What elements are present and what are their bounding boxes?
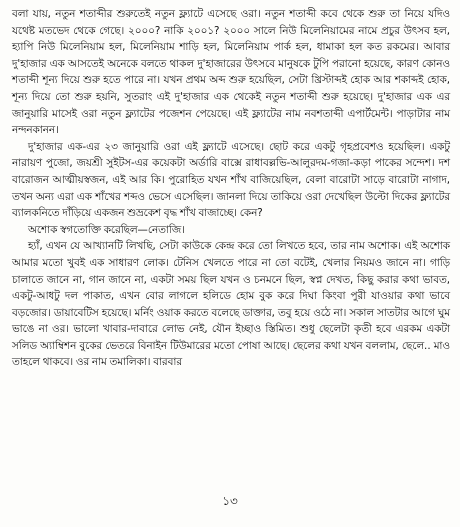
paragraph-new-century: বলা যায়, নতুন শতাব্দীর শুরুতেই নতুন ফ্ল্যাটে এসেছে ওরা। নতুন শতাব্দী কবে থেকে শুরু তা নিয়ে যদিও যথেষ্ট মতভেদ থেকে গেছে। ২০০০? নাকি ২০০১? ২০০০ সালে নিউ মিলেনিয়ামের নামে প্রচুর উৎসব হল, হ্যাপি নিউ মিলেনিয়াম হল, মিলেনিয়াম শাড়ি হল, মিলেনিয়াম পার্ক হল, ধামাকা হল কত রকমের। আবার দু'হাজার এক আসতেই অনেকে বলতে থাকল দু'হাজারের উৎসবে মানুষকে টুপি পরানো হয়েছে, কারণ কোনও শতাব্দী শূন্য দিয়ে শুরু হতে পারে না। যখন প্রথম অব্দ শুরু হয়েছিল, সেটা খ্রিস্টাব্দই হোক আর শকাব্দই হোক, শূন্য দিয়ে তো শুরু হয়নি, সুতরাং এই দু'হাজার এক থেকেই নতুন শতাব্দী শুরু হয়েছে। দু'হাজার এক এর জানুয়ারি মাসেই ওরা নতুন ফ্ল্যাটের পজেশন পেয়েছে। এই ফ্ল্যাটের নাম নবশতাব্দী এপার্টমেন্ট। পাড়াটার নাম নন্দনকানন। — [12, 8, 450, 137]
page-number: ১৩ — [222, 494, 238, 508]
body-text — [12, 6, 450, 371]
paragraph-ashok-remark: অশোক স্বগতোক্তি করেছিল—নেতাজি। — [28, 223, 185, 236]
paragraph-housewarming: দু'হাজার এক-এর ২৩ জানুয়ারি ওরা এই ফ্ল্যাটে এসেছে। ছোট করে একটু গৃহপ্রবেশও হয়েছিল। একটু নারায়ণ পুজো, জয়শ্রী সুইটস-এর কয়েকটা অর্ডারি বাক্সে রাধাবল্লভি-আলুরদম-গজা-কড়া পাকের সন্দেশ। দশ বারোজন আত্মীয়স্বজন, এই আর কি। পুরোহিত যখন শাঁখ বাজিয়েছিল, বেলা বারোটা সাড়ে বারোটা নাগাদ, তখন অন্য এরা এক শাঁখের শব্দও ভেসে এসেছিল। জানলা দিয়ে তাকিয়ে ওরা দেখেছিল উল্টো দিকের ফ্ল্যাটের ব্যালকনিতে দাঁড়িয়ে একজন শুভ্রকেশ বৃদ্ধ শাঁখ বাজাচ্ছে। কেন? — [12, 140, 450, 220]
paragraph-ashok-description: হ্যাঁ, এখন যে আখ্যানটি লিখছি, সেটা কাউকে কেন্দ্র করে তো লিখতে হবে, তার নাম অশোক। এই অশোক আমার মতো খুবই এক সাধারণ লোক। টেনিস খেলতে পারে না তো বটেই, খেলার নিয়মও জানে না। গাড়ি চালাতে জানে না, গান জানে না, একটা সময় ছিল যখন ও চনমনে ছিল, স্বপ্ন দেখত, কিছু করার কথা ভাবত, একটু-আধটু দল পাকাত, এখন বোর লাগলে হলিডে হোম বুক করে দিঘা কিংবা পুরী যাওয়ার কথা ভাবে বড়জোর। ডায়াবেটিস হয়েছে। মর্নিং ওয়াক করতে বলেছে ডাক্তার, তবু হয়ে ওঠে না। সকাল সাতটার আগে ঘুম ভাঙে না ওর। ভালো খাবার-দাবারে লোভ নেই, যৌন ইচ্ছাও স্তিমিত। শুধু ছেলেটা কৃতী হবে এরকম একটা সলিড অ্যাম্বিশন বুকের ভেতরে বিনাইন টিউমারের মতো পোষা আছে। ছেলের কথা যখন বললাম, ছেলে.. মাও তাহলে থাকবে। ওর নাম তমালিকা। বারবার — [12, 240, 450, 369]
